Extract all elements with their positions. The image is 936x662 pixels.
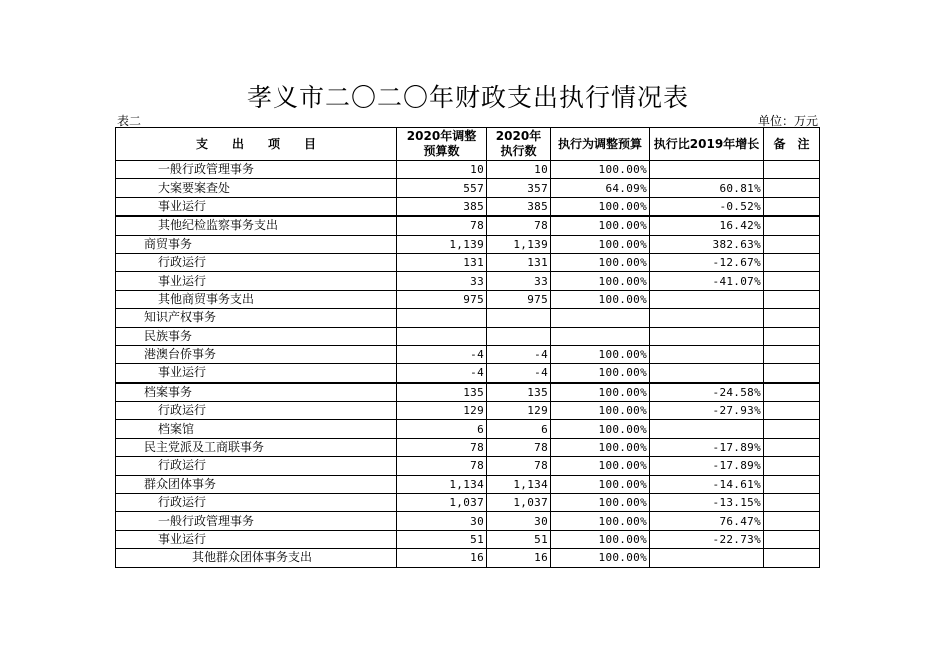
table-row: [116, 235, 820, 253]
table-row: [116, 549, 820, 567]
row-name-cell: 档案馆: [116, 420, 397, 438]
table-row: [116, 179, 820, 197]
row-remark-cell: [764, 309, 820, 327]
row-name-cell: 档案事务: [116, 383, 397, 402]
row-growth-cell: -12.67%: [650, 253, 764, 271]
header-item: 支 出 项 目: [116, 128, 397, 161]
row-exec-cell: 16: [487, 549, 551, 567]
row-growth-cell: -14.61%: [650, 475, 764, 493]
row-remark-cell: [764, 272, 820, 290]
row-exec-cell: 78: [487, 438, 551, 456]
row-remark-cell: [764, 179, 820, 197]
row-name-cell: 知识产权事务: [116, 309, 397, 327]
row-remark-cell: [764, 420, 820, 438]
row-remark-cell: [764, 530, 820, 548]
row-ratio-cell: 100.00%: [551, 457, 650, 475]
row-budget-cell: -4: [397, 345, 487, 363]
row-budget-cell: 78: [397, 457, 487, 475]
table-row: [116, 402, 820, 420]
row-remark-cell: [764, 345, 820, 363]
row-exec-cell: 6: [487, 420, 551, 438]
row-remark-cell: [764, 457, 820, 475]
row-growth-cell: -22.73%: [650, 530, 764, 548]
row-remark-cell: [764, 290, 820, 308]
table-row: [116, 290, 820, 308]
row-budget-cell: 10: [397, 161, 487, 179]
row-growth-cell: [650, 549, 764, 567]
row-budget-cell: 78: [397, 216, 487, 235]
table-row: [116, 383, 820, 402]
row-ratio-cell: 100.00%: [551, 402, 650, 420]
row-name-cell: 民主党派及工商联事务: [116, 438, 397, 456]
row-remark-cell: [764, 327, 820, 345]
header-growth: 执行比2019年增长: [650, 128, 764, 161]
row-ratio-cell: 100.00%: [551, 475, 650, 493]
row-budget-cell: 51: [397, 530, 487, 548]
row-growth-cell: [650, 364, 764, 383]
row-ratio-cell: 100.00%: [551, 161, 650, 179]
row-remark-cell: [764, 494, 820, 512]
table-body: [116, 161, 820, 568]
row-budget-cell: [397, 309, 487, 327]
table-row: [116, 364, 820, 383]
row-remark-cell: [764, 253, 820, 271]
row-budget-cell: 129: [397, 402, 487, 420]
row-name-cell: 群众团体事务: [116, 475, 397, 493]
table-row: [116, 438, 820, 456]
row-exec-cell: 975: [487, 290, 551, 308]
row-growth-cell: 76.47%: [650, 512, 764, 530]
row-name-cell: 一般行政管理事务: [116, 512, 397, 530]
row-budget-cell: 78: [397, 438, 487, 456]
header-exec-line2: 执行数: [500, 144, 537, 158]
row-exec-cell: 1,139: [487, 235, 551, 253]
table-row: [116, 197, 820, 216]
row-exec-cell: -4: [487, 364, 551, 383]
expenditure-table: [115, 127, 820, 568]
row-name-cell: 大案要案查处: [116, 179, 397, 197]
table-row: [116, 420, 820, 438]
row-ratio-cell: 64.09%: [551, 179, 650, 197]
row-growth-cell: -17.89%: [650, 438, 764, 456]
row-budget-cell: 1,037: [397, 494, 487, 512]
row-exec-cell: 51: [487, 530, 551, 548]
row-remark-cell: [764, 161, 820, 179]
row-growth-cell: [650, 345, 764, 363]
row-name-cell: 事业运行: [116, 364, 397, 383]
table-row: [116, 327, 820, 345]
row-exec-cell: 78: [487, 216, 551, 235]
row-ratio-cell: 100.00%: [551, 364, 650, 383]
row-budget-cell: 16: [397, 549, 487, 567]
row-remark-cell: [764, 383, 820, 402]
row-ratio-cell: 100.00%: [551, 494, 650, 512]
row-remark-cell: [764, 475, 820, 493]
row-name-cell: 商贸事务: [116, 235, 397, 253]
row-remark-cell: [764, 402, 820, 420]
header-remark: 备 注: [764, 128, 820, 161]
header-ratio: 执行为调整预算: [551, 128, 650, 161]
row-budget-cell: 30: [397, 512, 487, 530]
row-ratio-cell: 100.00%: [551, 197, 650, 216]
row-growth-cell: [650, 420, 764, 438]
row-growth-cell: -41.07%: [650, 272, 764, 290]
row-remark-cell: [764, 549, 820, 567]
row-name-cell: 其他商贸事务支出: [116, 290, 397, 308]
row-budget-cell: 6: [397, 420, 487, 438]
row-budget-cell: 135: [397, 383, 487, 402]
row-name-cell: 行政运行: [116, 494, 397, 512]
row-exec-cell: 78: [487, 457, 551, 475]
row-name-cell: 港澳台侨事务: [116, 345, 397, 363]
row-budget-cell: 1,134: [397, 475, 487, 493]
row-ratio-cell: 100.00%: [551, 290, 650, 308]
row-name-cell: 其他群众团体事务支出: [116, 549, 397, 567]
row-ratio-cell: 100.00%: [551, 530, 650, 548]
row-ratio-cell: 100.00%: [551, 216, 650, 235]
row-remark-cell: [764, 512, 820, 530]
row-name-cell: 行政运行: [116, 253, 397, 271]
table-number: 表二: [117, 114, 142, 128]
header-exec: [487, 128, 551, 161]
row-budget-cell: 557: [397, 179, 487, 197]
table-row: [116, 309, 820, 327]
row-name-cell: 事业运行: [116, 530, 397, 548]
row-exec-cell: 1,037: [487, 494, 551, 512]
table-row: [116, 272, 820, 290]
row-exec-cell: 131: [487, 253, 551, 271]
row-remark-cell: [764, 235, 820, 253]
row-growth-cell: 382.63%: [650, 235, 764, 253]
row-exec-cell: 135: [487, 383, 551, 402]
row-name-cell: 行政运行: [116, 457, 397, 475]
table-row: [116, 216, 820, 235]
row-budget-cell: 975: [397, 290, 487, 308]
row-ratio-cell: [551, 327, 650, 345]
unit-label: 单位：万元: [757, 114, 818, 128]
row-ratio-cell: 100.00%: [551, 272, 650, 290]
row-budget-cell: [397, 327, 487, 345]
row-ratio-cell: 100.00%: [551, 512, 650, 530]
row-name-cell: 事业运行: [116, 272, 397, 290]
row-ratio-cell: 100.00%: [551, 549, 650, 567]
row-exec-cell: -4: [487, 345, 551, 363]
header-exec-line1: 2020年: [495, 129, 542, 143]
table-row: [116, 530, 820, 548]
row-growth-cell: [650, 290, 764, 308]
row-remark-cell: [764, 197, 820, 216]
row-ratio-cell: 100.00%: [551, 438, 650, 456]
table-row: [116, 475, 820, 493]
table-header-row: [116, 128, 820, 161]
row-ratio-cell: 100.00%: [551, 235, 650, 253]
row-budget-cell: 1,139: [397, 235, 487, 253]
row-growth-cell: -13.15%: [650, 494, 764, 512]
table-row: [116, 161, 820, 179]
table-row: [116, 345, 820, 363]
row-budget-cell: 385: [397, 197, 487, 216]
row-growth-cell: 60.81%: [650, 179, 764, 197]
row-budget-cell: 33: [397, 272, 487, 290]
row-budget-cell: 131: [397, 253, 487, 271]
table-row: [116, 457, 820, 475]
row-growth-cell: -24.58%: [650, 383, 764, 402]
row-name-cell: 事业运行: [116, 197, 397, 216]
row-exec-cell: 10: [487, 161, 551, 179]
row-growth-cell: 16.42%: [650, 216, 764, 235]
row-exec-cell: [487, 309, 551, 327]
row-ratio-cell: [551, 309, 650, 327]
row-exec-cell: 357: [487, 179, 551, 197]
row-growth-cell: -27.93%: [650, 402, 764, 420]
row-growth-cell: -0.52%: [650, 197, 764, 216]
row-exec-cell: 129: [487, 402, 551, 420]
row-remark-cell: [764, 216, 820, 235]
row-exec-cell: 385: [487, 197, 551, 216]
row-growth-cell: [650, 161, 764, 179]
header-budget-line2: 预算数: [423, 144, 460, 158]
row-name-cell: 其他纪检监察事务支出: [116, 216, 397, 235]
row-budget-cell: -4: [397, 364, 487, 383]
row-growth-cell: -17.89%: [650, 457, 764, 475]
row-name-cell: 民族事务: [116, 327, 397, 345]
row-growth-cell: [650, 327, 764, 345]
row-name-cell: 一般行政管理事务: [116, 161, 397, 179]
row-exec-cell: [487, 327, 551, 345]
row-growth-cell: [650, 309, 764, 327]
row-ratio-cell: 100.00%: [551, 253, 650, 271]
table-row: [116, 253, 820, 271]
row-exec-cell: 33: [487, 272, 551, 290]
row-remark-cell: [764, 364, 820, 383]
table-row: [116, 512, 820, 530]
header-budget: [397, 128, 487, 161]
page-title: 孝义市二〇二〇年财政支出执行情况表: [246, 83, 689, 112]
row-name-cell: 行政运行: [116, 402, 397, 420]
row-ratio-cell: 100.00%: [551, 420, 650, 438]
row-exec-cell: 30: [487, 512, 551, 530]
row-remark-cell: [764, 438, 820, 456]
row-ratio-cell: 100.00%: [551, 345, 650, 363]
row-exec-cell: 1,134: [487, 475, 551, 493]
header-budget-line1: 2020年调整: [406, 129, 477, 143]
table-row: [116, 494, 820, 512]
row-ratio-cell: 100.00%: [551, 383, 650, 402]
